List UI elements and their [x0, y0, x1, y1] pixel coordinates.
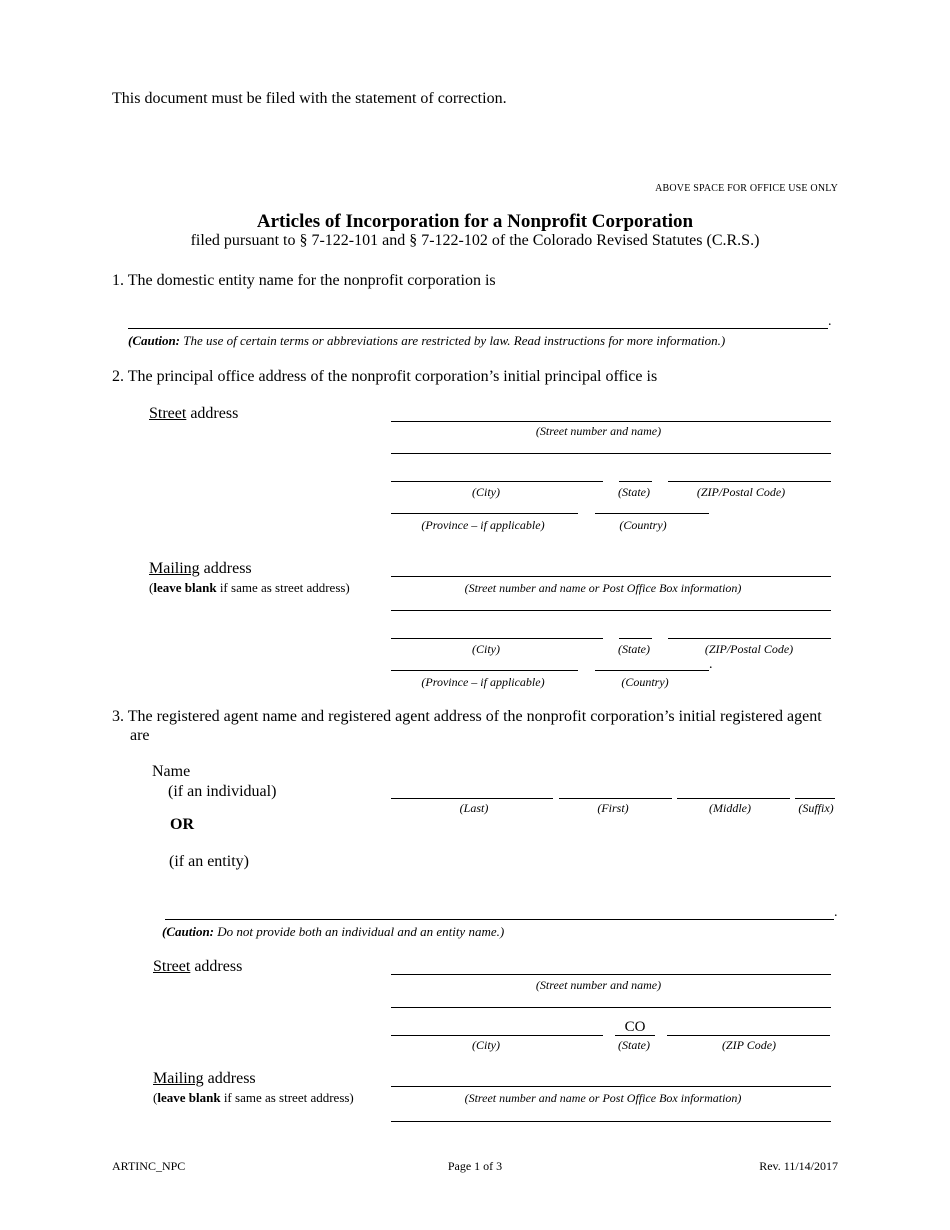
paren: ( — [149, 580, 154, 595]
caution-label: (Caution: — [162, 924, 215, 939]
caption-zip-code: (ZIP Code) — [721, 1038, 777, 1052]
caption-province: (Province – if applicable) — [421, 675, 545, 689]
agent-last-name-field[interactable] — [391, 798, 553, 799]
entity-name-field[interactable] — [128, 328, 828, 329]
leave-blank-rest: if same as street address) — [216, 580, 350, 595]
section-2-heading: 2. The principal office address of the nonprofit corporation’s initial principal office is — [112, 368, 658, 385]
principal-country-field[interactable] — [595, 513, 709, 514]
mailing-word: Mailing — [153, 1070, 204, 1087]
caption-state: (State) — [618, 485, 650, 499]
caption-state: (State) — [618, 1038, 650, 1052]
principal-street-field-1[interactable] — [391, 421, 831, 422]
street-word: Street — [149, 405, 187, 422]
caption-street-po: (Street number and name or Post Office Box information) — [464, 1091, 742, 1105]
leave-blank-bold: leave blank — [157, 1090, 221, 1105]
entity-period: . — [834, 905, 838, 920]
principal-zip-field[interactable] — [668, 481, 831, 482]
agent-street-label — [153, 958, 242, 976]
principal-mailing-field-1[interactable] — [391, 576, 831, 577]
agent-suffix-field[interactable] — [795, 798, 835, 799]
footer-form-id: ARTINC_NPC — [112, 1159, 186, 1173]
caption-street: (Street number and name) — [535, 424, 662, 438]
mailing-state-field[interactable] — [619, 638, 652, 639]
agent-street-field-1[interactable] — [391, 974, 831, 975]
office-use-label: ABOVE SPACE FOR OFFICE USE ONLY — [655, 183, 838, 194]
caption-city: (City) — [472, 485, 500, 499]
caption-suffix: (Suffix) — [798, 801, 834, 815]
leave-blank-bold: leave blank — [153, 580, 217, 595]
caption-city: (City) — [472, 642, 500, 656]
paren: ( — [153, 1090, 158, 1105]
section-1-heading: 1. The domestic entity name for the nonprofit corporation is — [112, 272, 496, 289]
caption-street-po: (Street number and name or Post Office Box information) — [464, 581, 742, 595]
agent-mailing-field-1[interactable] — [391, 1086, 831, 1087]
principal-state-field[interactable] — [619, 481, 652, 482]
caption-middle: (Middle) — [709, 801, 751, 815]
caption-city: (City) — [472, 1038, 500, 1052]
form-title: Articles of Incorporation for a Nonprofit Corporation — [256, 211, 694, 232]
footer-revision: Rev. 11/14/2017 — [759, 1159, 838, 1173]
agent-mailing-label — [153, 1070, 256, 1088]
caution-label: (Caution: — [128, 333, 181, 348]
caution-text: Do not provide both an individual and an entity name.) — [214, 924, 505, 939]
principal-street-label — [149, 405, 238, 423]
principal-city-field[interactable] — [391, 481, 603, 482]
street-word: Street — [153, 958, 191, 975]
footer-page-number: Page 1 of 3 — [447, 1159, 503, 1173]
caption-first: (First) — [597, 801, 629, 815]
filing-notice: This document must be filed with the statement of correction. — [112, 90, 507, 107]
agent-name-label: Name — [152, 763, 191, 780]
leave-blank-rest: if same as street address) — [220, 1090, 354, 1105]
entity-name-period: . — [828, 314, 832, 329]
mailing-country-field[interactable] — [595, 670, 709, 671]
section-3-heading-cont: are — [130, 727, 150, 744]
caption-province: (Province – if applicable) — [421, 518, 545, 532]
principal-mailing-field-2[interactable] — [391, 610, 831, 611]
address-word: address — [190, 958, 243, 975]
caption-country: (Country) — [619, 518, 667, 532]
caption-last: (Last) — [459, 801, 489, 815]
mailing-period: . — [709, 657, 713, 672]
or-label: OR — [170, 816, 194, 833]
caption-street: (Street number and name) — [535, 978, 662, 992]
agent-street-field-2[interactable] — [391, 1007, 831, 1008]
caption-state: (State) — [618, 642, 650, 656]
agent-zip-field[interactable] — [667, 1035, 830, 1036]
if-entity-label: (if an entity) — [169, 853, 249, 870]
mailing-province-field[interactable] — [391, 670, 578, 671]
section-3-heading: 3. The registered agent name and registered agent address of the nonprofit corporation’s initial registered agent — [112, 708, 822, 725]
leave-blank-note — [153, 1090, 354, 1106]
address-word: address — [186, 405, 239, 422]
principal-mailing-label — [149, 560, 252, 578]
address-word: address — [203, 1070, 256, 1087]
agent-middle-name-field[interactable] — [677, 798, 790, 799]
agent-state-field — [615, 1035, 655, 1036]
agent-entity-name-field[interactable] — [165, 919, 834, 920]
mailing-zip-field[interactable] — [668, 638, 831, 639]
mailing-word: Mailing — [149, 560, 200, 577]
caption-zip: (ZIP/Postal Code) — [696, 485, 786, 499]
caution-text: The use of certain terms or abbreviations are restricted by law. Read instructions for more information.) — [180, 333, 726, 348]
mailing-city-field[interactable] — [391, 638, 603, 639]
agent-mailing-field-2[interactable] — [391, 1121, 831, 1122]
leave-blank-note — [149, 580, 350, 596]
principal-province-field[interactable] — [391, 513, 578, 514]
agent-state-value: CO — [624, 1019, 646, 1035]
principal-street-field-2[interactable] — [391, 453, 831, 454]
section-1-caution — [128, 333, 725, 349]
form-subtitle: filed pursuant to § 7-122-101 and § 7-122-102 of the Colorado Revised Statutes (C.R.S.) — [190, 232, 760, 249]
agent-city-field[interactable] — [391, 1035, 603, 1036]
caption-country: (Country) — [621, 675, 669, 689]
if-individual-label: (if an individual) — [168, 783, 277, 800]
section-3-caution — [162, 924, 504, 940]
caption-zip: (ZIP/Postal Code) — [704, 642, 794, 656]
address-word: address — [199, 560, 252, 577]
agent-first-name-field[interactable] — [559, 798, 672, 799]
